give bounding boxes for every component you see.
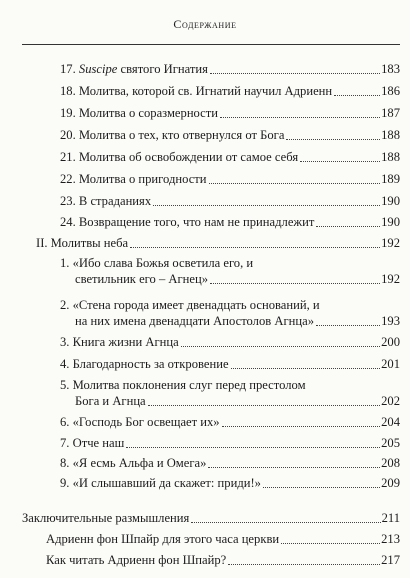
- dot-leader: [148, 405, 380, 406]
- dot-leader: [316, 325, 380, 326]
- entry-page: 202: [381, 394, 400, 408]
- entry-title: 20. Молитва о тех, кто отвернулся от Бога: [60, 128, 285, 142]
- entry-page: 190: [381, 194, 400, 208]
- entry-page: 209: [381, 476, 400, 490]
- entry-title: 22. Молитва о пригодности: [60, 172, 207, 186]
- dot-leader: [316, 226, 380, 227]
- entry-page: 204: [381, 415, 400, 429]
- entry-page: 213: [381, 532, 400, 546]
- dot-leader: [130, 247, 380, 248]
- entry-title: 7. Отче наш: [60, 436, 125, 450]
- entry-page: 187: [381, 106, 400, 120]
- toc-entry: [60, 297, 400, 329]
- entry-title: 21. Молитва об освобождении от самое себя: [60, 150, 299, 164]
- dot-leader: [286, 139, 380, 140]
- entry-title-line1: 5. Молитва поклонения слуг перед престолом: [60, 378, 306, 392]
- header-rule: [22, 44, 400, 45]
- entry-title: Как читать Адриенн фон Шпайр?: [46, 553, 227, 567]
- dot-leader: [281, 543, 380, 544]
- entry-page: 193: [381, 314, 400, 328]
- dot-leader: [220, 117, 380, 118]
- toc-entry: [60, 172, 400, 187]
- toc-entry: [60, 476, 400, 491]
- entry-title: 3. Книга жизни Агнца: [60, 335, 179, 349]
- entry-page: 200: [381, 335, 400, 349]
- dot-leader: [263, 487, 380, 488]
- toc-entry: [60, 357, 400, 372]
- section-title: II. Молитвы неба: [36, 236, 129, 250]
- toc-entry: [60, 84, 400, 99]
- dot-leader: [209, 183, 381, 184]
- entry-page: 192: [381, 272, 400, 286]
- toc-entry: [60, 436, 400, 451]
- toc-entry: [60, 128, 400, 143]
- entry-page: 189: [381, 172, 400, 186]
- toc-entry: [60, 456, 400, 471]
- toc-entry: [60, 194, 400, 209]
- entry-title-line1: 2. «Стена города имеет двенадцать оснований, и: [60, 298, 320, 312]
- toc-section: [22, 511, 400, 526]
- dot-leader: [208, 467, 380, 468]
- running-header: Содержание: [173, 17, 237, 31]
- entry-number: 17.: [60, 62, 76, 76]
- toc-entry: [60, 106, 400, 121]
- entry-title-line1: 1. «Ибо слава Божья осветила его, и: [60, 256, 254, 270]
- entry-title: 24. Возвращение того, что нам не принадлежит: [60, 215, 315, 229]
- entry-title: 23. В страданиях: [60, 194, 152, 208]
- toc-entry: [46, 532, 400, 547]
- entry-title: Адриенн фон Шпайр для этого часа церкви: [46, 532, 280, 546]
- dot-leader: [126, 447, 380, 448]
- entry-italic: Suscipe: [78, 62, 118, 76]
- dot-leader: [181, 346, 380, 347]
- dot-leader: [210, 283, 380, 284]
- entry-page: 205: [381, 436, 400, 450]
- dot-leader: [334, 95, 380, 96]
- entry-page: 201: [381, 357, 400, 371]
- entry-title: 19. Молитва о соразмерности: [60, 106, 219, 120]
- toc-entry: [60, 150, 400, 165]
- entry-title: 18. Молитва, которой св. Игнатий научил Адриенн: [60, 84, 333, 98]
- toc-section: [36, 236, 400, 251]
- entry-title: 6. «Господь Бог освещает их»: [60, 415, 220, 429]
- entry-page: 188: [381, 150, 400, 164]
- entry-title: 4. Благодарность за откровение: [60, 357, 229, 371]
- toc-entry: [60, 255, 400, 287]
- entry-page: 190: [381, 215, 400, 229]
- dot-leader: [153, 205, 380, 206]
- toc-entry: [60, 62, 400, 77]
- toc-entry: [60, 335, 400, 350]
- entry-page: 188: [381, 128, 400, 142]
- entry-page: 192: [381, 236, 400, 250]
- dot-leader: [210, 73, 380, 74]
- dot-leader: [191, 522, 380, 523]
- entry-title: святого Игнатия: [117, 62, 208, 76]
- entry-page: 186: [381, 84, 400, 98]
- dot-leader: [231, 368, 381, 369]
- entry-page: 217: [381, 553, 400, 567]
- entry-title: 9. «И слышавший да скажет: приди!»: [60, 476, 261, 490]
- toc-entry: [46, 553, 400, 568]
- entry-page: 211: [381, 511, 400, 525]
- toc-entry: [60, 377, 400, 409]
- entry-page: 183: [381, 62, 400, 76]
- entry-title-line2: светильник его – Агнец»: [75, 272, 209, 286]
- toc-entry: [60, 215, 400, 230]
- dot-leader: [222, 426, 381, 427]
- toc-entry: [60, 415, 400, 430]
- dot-leader: [300, 161, 380, 162]
- entry-title: 8. «Я есмь Альфа и Омега»: [60, 456, 207, 470]
- section-title: Заключительные размышления: [22, 511, 190, 525]
- entry-title-line2: Бога и Агнца: [75, 394, 146, 408]
- dot-leader: [228, 564, 380, 565]
- entry-page: 208: [381, 456, 400, 470]
- entry-title-line2: на них имена двенадцати Апостолов Агнца»: [75, 314, 314, 328]
